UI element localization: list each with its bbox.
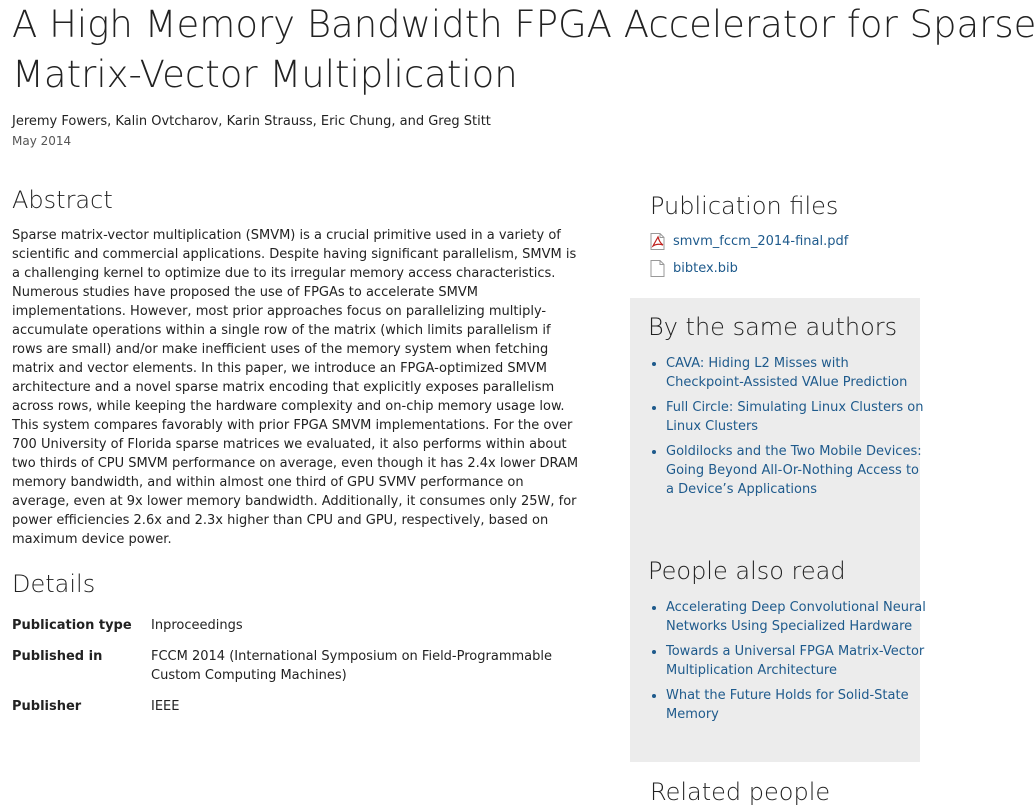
publication-date: May 2014 <box>12 134 72 148</box>
file-link-bib[interactable] <box>650 260 738 277</box>
abstract-heading: Abstract <box>12 186 113 214</box>
details-row <box>12 616 592 635</box>
same-authors-heading: By the same authors <box>648 313 898 341</box>
generic-file-icon <box>650 260 664 277</box>
authors: Jeremy Fowers, Kalin Ovtcharov, Karin Strauss, Eric Chung, and Greg Stitt <box>12 114 491 129</box>
same-authors-link[interactable]: Full Circle: Simulating Linux Clusters on Linux Clusters <box>666 400 924 434</box>
file-link-label[interactable]: bibtex.bib <box>673 261 738 276</box>
same-authors-list <box>648 354 928 505</box>
same-authors-link[interactable]: CAVA: Hiding L2 Misses with Checkpoint-Assisted VAlue Prediction <box>666 356 908 390</box>
file-link-label[interactable]: smvm_fccm_2014-final.pdf <box>673 234 849 249</box>
file-link-pdf[interactable] <box>650 233 848 250</box>
details-value: IEEE <box>151 699 180 714</box>
same-authors-link[interactable]: Goldilocks and the Two Mobile Devices: Going Beyond All-Or-Nothing Access to a Device’s Applications <box>666 444 922 497</box>
list-item <box>666 598 928 636</box>
also-read-link[interactable]: Accelerating Deep Convolutional Neural Networks Using Specialized Hardware <box>666 600 926 634</box>
details-key: Publication type <box>12 618 132 633</box>
title-line-1: A High Memory Bandwidth FPGA Accelerator for Sparse <box>12 3 1036 46</box>
list-item <box>666 398 928 436</box>
list-item <box>666 442 928 499</box>
list-item <box>666 642 928 680</box>
pdf-file-icon <box>650 233 664 250</box>
title-line-2: Matrix-Vector Multiplication <box>12 53 518 96</box>
also-read-heading: People also read <box>648 557 846 585</box>
list-item <box>666 686 928 724</box>
related-people-heading: Related people <box>650 778 831 806</box>
details-heading: Details <box>12 570 96 598</box>
publication-files-heading: Publication files <box>650 192 839 220</box>
list-item <box>666 354 928 392</box>
also-read-link[interactable]: Towards a Universal FPGA Matrix-Vector Multiplication Architecture <box>666 644 925 678</box>
also-read-list <box>648 598 928 730</box>
details-value: Inproceedings <box>151 618 243 633</box>
details-row <box>12 697 592 716</box>
page-title <box>12 0 1036 100</box>
abstract-text: Sparse matrix-vector multiplication (SMVM) is a crucial primitive used in a variety of scientific and commercial applications. Despite having significant parallelism, SMVM is a challenging kernel to optimize due to its irregular memory access characteristics. Numerous studies have proposed the use of FPGAs to accelerate SMVM implementations. However, most prior approaches focus on parallelizing multiply-accumulate operations within a single row of the matrix (which limits parallelism if rows are small) and/or make inefficient uses of the memory system when fetching matrix and vector elements. In this paper, we introduce an FPGA-optimized SMVM architecture and a novel sparse matrix encoding that explicitly exposes parallelism across rows, while keeping the hardware complexity and on-chip memory usage low. This system compares favorably with prior FPGA SMVM implementations. For the over 700 University of Florida sparse matrices we evaluated, it also performs within about two thirds of CPU SMVM performance on average, even though it has 2.4x lower DRAM memory bandwidth, and within almost one third of GPU SVMV performance on average, even at 9x lower memory bandwidth. Additionally, it consumes only 25W, for power efficiencies 2.6x and 2.3x higher than CPU and GPU, respectively, based on maximum device power. <box>12 228 579 547</box>
also-read-link[interactable]: What the Future Holds for Solid-State Memory <box>666 688 909 722</box>
details-key: Published in <box>12 649 103 664</box>
details-row <box>12 647 592 685</box>
details-table <box>12 616 592 728</box>
details-value: FCCM 2014 (International Symposium on Field-Programmable Custom Computing Machines) <box>151 649 552 683</box>
details-key: Publisher <box>12 699 82 714</box>
